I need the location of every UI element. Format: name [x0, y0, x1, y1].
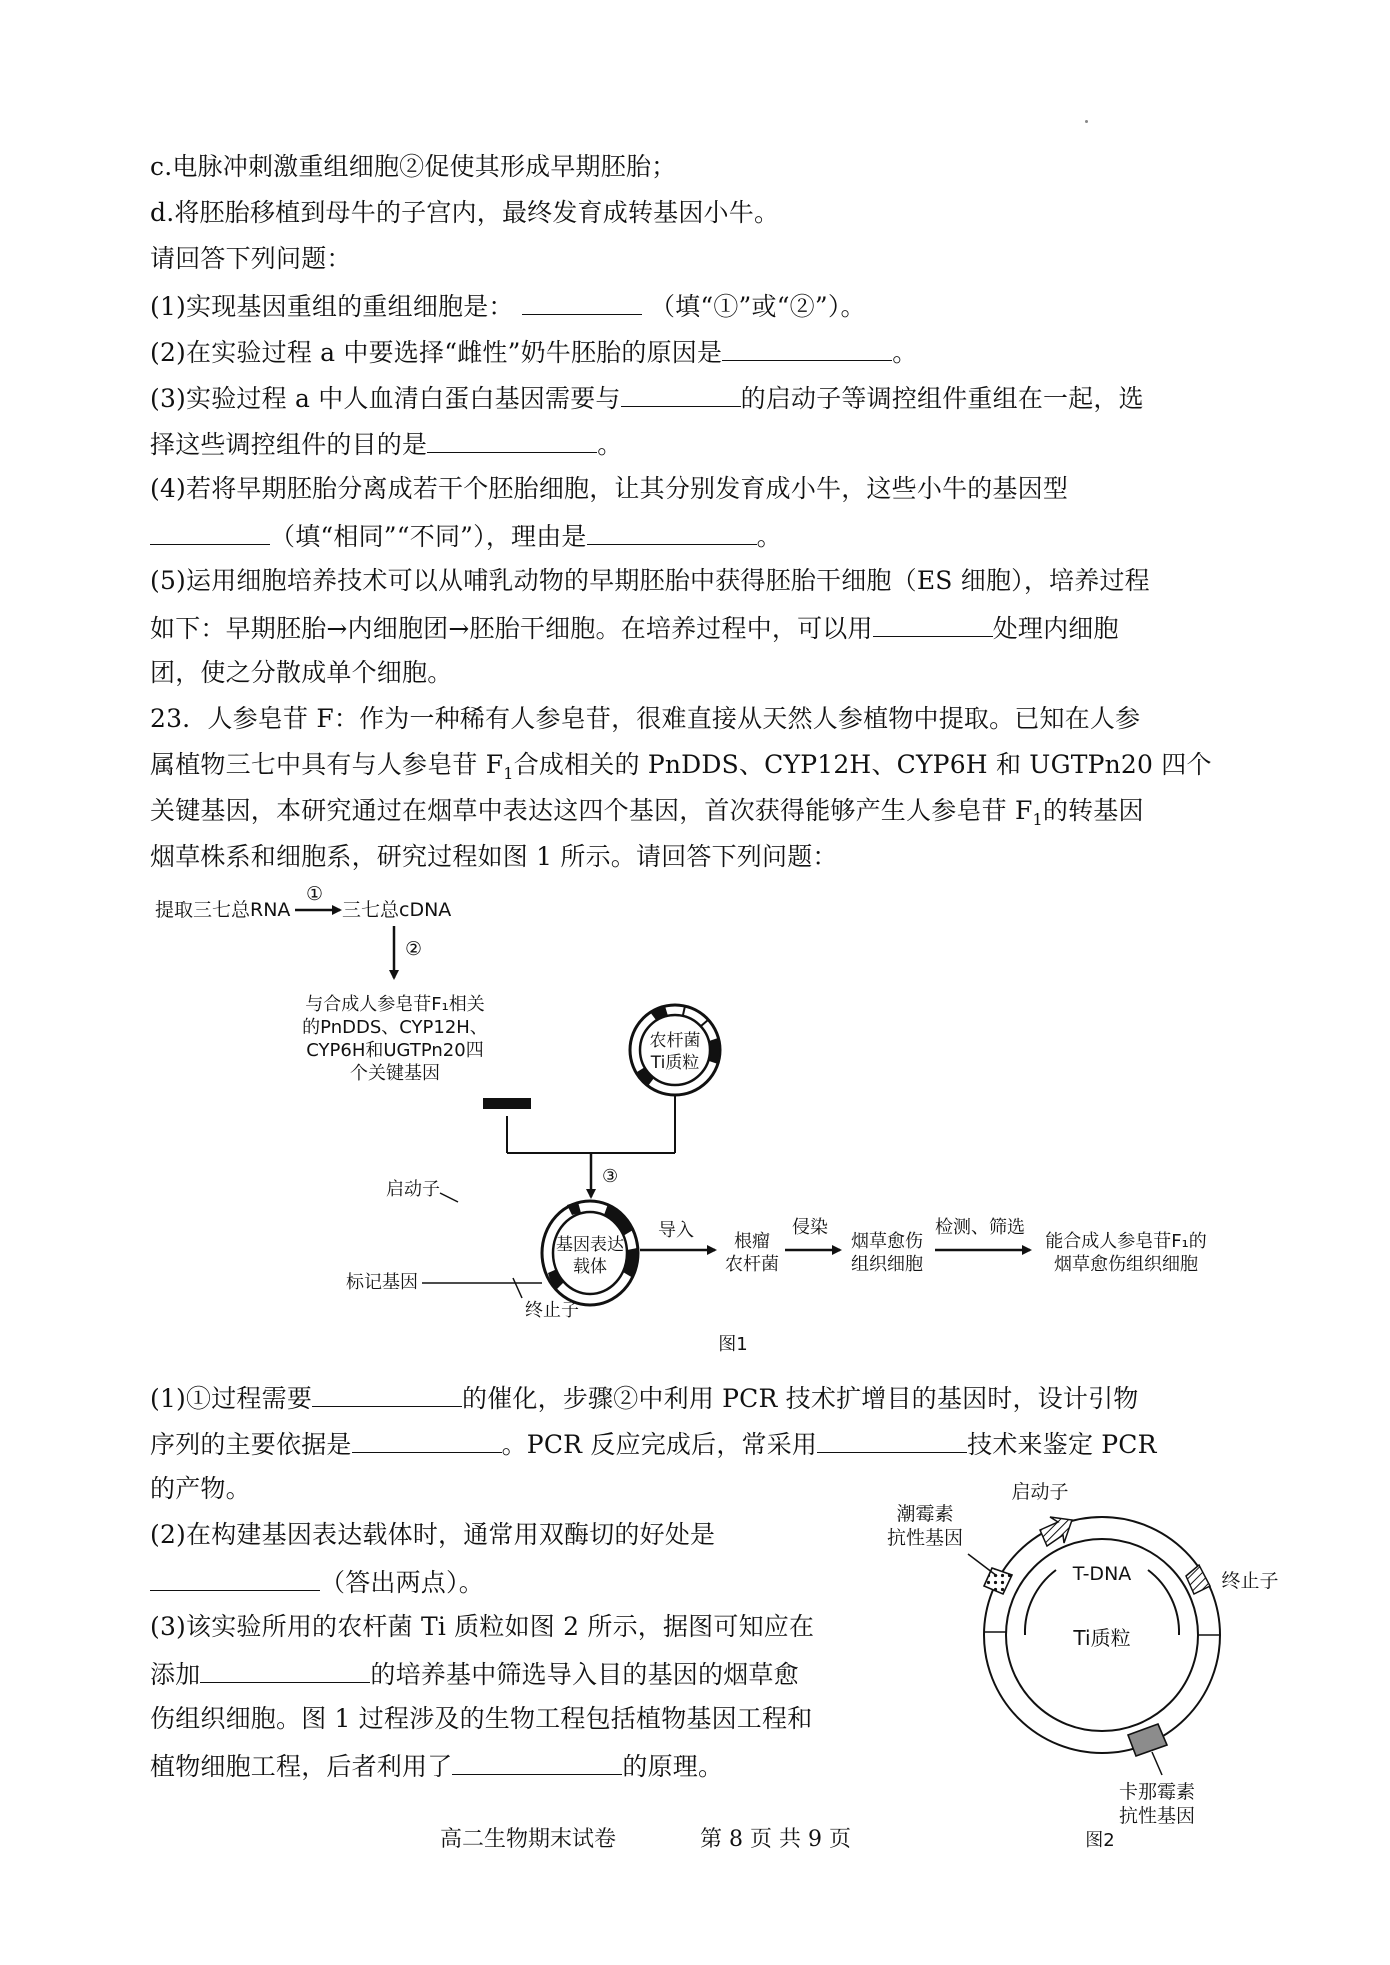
question-4-line1: (4)若将早期胚胎分离成若干个胚胎细胞，让其分别发育成小牛，这些小牛的基因型 [150, 474, 1069, 503]
q3-end: 。 [597, 430, 623, 459]
ti-plasmid-icon [630, 1005, 720, 1095]
genes-label-l3: CYP6H和UGTPn20四 [306, 1040, 484, 1061]
marker-gene-label: 标记基因 [346, 1272, 418, 1293]
answer-blank[interactable] [621, 380, 741, 407]
infect-label: 侵染 [792, 1217, 828, 1238]
promoter-label: 启动子 [386, 1179, 440, 1200]
sub-question-3-line3: 伤组织细胞。图 1 过程涉及的生物工程包括植物基因工程和 [150, 1704, 813, 1733]
item-d: d.将胚胎移植到母牛的子宫内，最终发育成转基因小牛。 [150, 198, 780, 227]
figure-2 [880, 1470, 1300, 1850]
answer-blank[interactable] [587, 518, 757, 545]
question-5-line1: (5)运用细胞培养技术可以从哺乳动物的早期胚胎中获得胚胎干细胞（ES 细胞），培养过程 [150, 566, 1150, 595]
problem-23-line3 [150, 794, 1144, 837]
terminator-pointer [513, 1278, 522, 1298]
extract-rna-label: 提取三七总RNA [155, 899, 291, 921]
problem-23-line4: 烟草株系和细胞系，研究过程如图 1 所示。请回答下列问题： [150, 842, 838, 871]
sub-question-2-line1: (2)在构建基因表达载体时，通常用双酶切的好处是 [150, 1520, 716, 1549]
q3-text-cont: 的启动子等调控组件重组在一起，选 [740, 384, 1144, 413]
s3-end: 的原理。 [622, 1752, 724, 1781]
answer-blank[interactable] [452, 1748, 622, 1775]
result-label-l1: 能合成人参皂苷F₁的 [1045, 1231, 1207, 1252]
figure-1-caption: 图1 [718, 1334, 748, 1355]
question-5-line3: 团，使之分散成单个细胞。 [150, 658, 453, 687]
question-3-line1 [150, 380, 1144, 416]
s3-text-cont: 的培养基中筛选导入目的基因的烟草愈 [370, 1660, 799, 1689]
answer-blank[interactable] [722, 334, 892, 361]
expression-vector [542, 1201, 638, 1305]
sub-question-3-line1: (3)该实验所用的农杆菌 Ti 质粒如图 2 所示，据图可知应在 [150, 1612, 815, 1641]
answer-blank[interactable] [817, 1426, 967, 1453]
genes-label-l2: 的PnDDS、CYP12H、 [302, 1017, 488, 1038]
questions-prompt: 请回答下列问题： [150, 244, 352, 273]
p23-text-3-cont: 的转基因 [1042, 796, 1144, 825]
hygromycin-pointer [968, 1554, 997, 1576]
tdna-label: T-DNA [1072, 1563, 1132, 1585]
introduce-label: 导入 [658, 1220, 694, 1241]
callus-label-l1: 烟草愈伤 [851, 1231, 923, 1252]
p23-text: 属植物三七中具有与人参皂苷 F [150, 750, 504, 779]
answer-blank[interactable] [200, 1656, 370, 1683]
sub-question-2-line2 [150, 1564, 484, 1600]
answer-blank[interactable] [522, 288, 642, 315]
genes-label-l1: 与合成人参皂苷F₁相关 [305, 994, 485, 1015]
footer-page-number: 第 8 页 共 9 页 [700, 1827, 851, 1852]
item-c: c.电脉冲刺激重组细胞②促使其形成早期胚胎； [150, 152, 677, 181]
q3-text-2: 择这些调控组件的目的是 [150, 430, 428, 459]
answer-blank[interactable] [312, 1380, 462, 1407]
vector-label-l1: 基因表达 [556, 1235, 624, 1255]
s1-text-cont: 的催化，步骤②中利用 PCR 技术扩增目的基因时，设计引物 [462, 1384, 1139, 1413]
promoter-label: 启动子 [1011, 1481, 1069, 1503]
scan-speck [1085, 120, 1088, 123]
problem-23-line2 [150, 748, 1212, 791]
promoter-pointer [440, 1193, 458, 1202]
plasmid-label: Ti质粒 [1073, 1626, 1131, 1650]
sub-question-1-line3: 的产物。 [150, 1474, 251, 1503]
q2-text: (2)在实验过程 a 中要选择“雌性”奶牛胚胎的原因是 [150, 338, 723, 367]
vector-label-l2: 载体 [573, 1257, 607, 1277]
s1-text-2: 序列的主要依据是 [150, 1430, 352, 1459]
s3-text-4: 植物细胞工程，后者利用了 [150, 1752, 453, 1781]
p23-text-3: 关键基因，本研究通过在烟草中表达这四个基因，首次获得能够产生人参皂苷 F [150, 796, 1033, 825]
q5-text: 如下：早期胚胎→内细胞团→胚胎干细胞。在培养过程中，可以用 [150, 614, 873, 643]
q4-end: 。 [756, 522, 782, 551]
genes-label-l4: 个关键基因 [350, 1063, 440, 1084]
kanamycin-label-l2: 抗性基因 [1118, 1805, 1196, 1827]
question-4-line2 [150, 518, 782, 554]
q5-text-cont: 处理内细胞 [992, 614, 1119, 643]
answer-blank[interactable] [150, 518, 270, 545]
agro-label-l2: 农杆菌 [725, 1254, 779, 1275]
screen-label: 检测、筛选 [935, 1217, 1025, 1238]
problem-23-line1: 23．人参皂苷 F：作为一种稀有人参皂苷，很难直接从天然人参植物中提取。已知在人参 [150, 704, 1141, 733]
sub-question-1-line2 [150, 1426, 1157, 1462]
p23-text-cont: 合成相关的 PnDDS、CYP12H、CYP6H 和 UGTPn20 四个 [513, 750, 1212, 779]
tdna-arc-right [1148, 1570, 1179, 1635]
tdna-arc-left [1025, 1570, 1056, 1635]
ti-label-l2: Ti质粒 [650, 1053, 700, 1073]
subscript: 1 [1032, 810, 1043, 829]
hygromycin-label-l1: 潮霉素 [896, 1503, 954, 1525]
step2-label: ② [405, 938, 423, 960]
terminator-label: 终止子 [1221, 1570, 1279, 1592]
s1-text-2-cont: 。PCR 反应完成后，常采用 [501, 1430, 818, 1459]
s2-hint: （答出两点）。 [320, 1568, 484, 1597]
question-1 [150, 288, 866, 324]
s1-text-2-end: 技术来鉴定 PCR [967, 1430, 1157, 1459]
sub-question-3-line2 [150, 1656, 799, 1692]
s1-text: (1)①过程需要 [150, 1384, 313, 1413]
q4-hint: （填“相同”“不同”），理由是 [270, 522, 587, 551]
terminator-label: 终止子 [525, 1300, 579, 1321]
q3-text: (3)实验过程 a 中人血清白蛋白基因需要与 [150, 384, 621, 413]
q1-hint: （填“①”或“②”）。 [649, 292, 866, 321]
step3-label: ③ [602, 1166, 619, 1187]
kanamycin-resistance-gene [1128, 1724, 1167, 1756]
sub-question-1-line1 [150, 1380, 1138, 1416]
figure-1 [140, 880, 1270, 1360]
target-gene-bar [483, 1098, 531, 1109]
hygromycin-label-l2: 抗性基因 [886, 1527, 964, 1549]
kanamycin-pointer [1152, 1752, 1162, 1775]
kanamycin-label-l1: 卡那霉素 [1118, 1781, 1196, 1803]
hygromycin-resistance-gene [984, 1568, 1012, 1594]
ti-label-l1: 农杆菌 [649, 1031, 701, 1051]
figure-2-caption: 图2 [1085, 1830, 1115, 1850]
footer-title: 高二生物期末试卷 [440, 1827, 617, 1852]
agro-label-l1: 根瘤 [734, 1231, 770, 1252]
question-2 [150, 334, 917, 370]
result-label-l2: 烟草愈伤组织细胞 [1054, 1254, 1198, 1275]
terminator-element [1186, 1565, 1210, 1594]
q2-end: 。 [892, 338, 918, 367]
question-3-line2 [150, 426, 622, 462]
sub-question-3-line4 [150, 1748, 723, 1784]
answer-blank[interactable] [352, 1426, 502, 1453]
question-5-line2 [150, 610, 1119, 646]
s3-text: 添加 [150, 1660, 201, 1689]
step1-label: ① [306, 883, 324, 905]
answer-blank[interactable] [427, 426, 597, 453]
subscript: 1 [503, 764, 514, 783]
answer-blank[interactable] [873, 610, 993, 637]
callus-label-l2: 组织细胞 [851, 1254, 923, 1275]
cdna-label: 三七总cDNA [342, 899, 452, 921]
promoter-element [1040, 1517, 1072, 1546]
answer-blank[interactable] [150, 1564, 320, 1591]
q1-text: (1)实现基因重组的重组细胞是： [150, 292, 514, 321]
